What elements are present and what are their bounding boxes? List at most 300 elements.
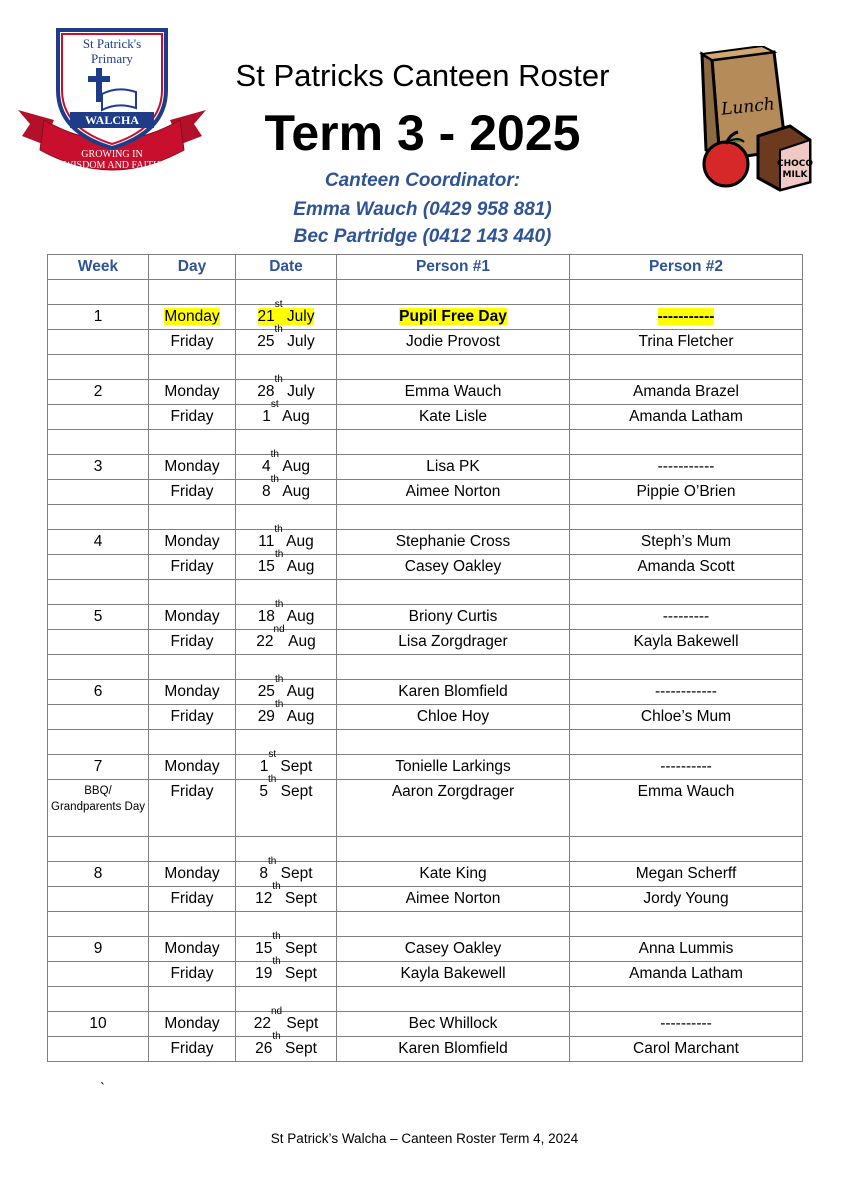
week-cell xyxy=(48,680,149,705)
empty-cell xyxy=(149,505,236,530)
date-sup: th xyxy=(274,324,283,335)
date-sup: th xyxy=(272,1031,281,1042)
empty-cell xyxy=(236,730,337,755)
week-cell-text: 3 xyxy=(93,458,103,475)
person-1-cell xyxy=(337,330,570,355)
empty-cell xyxy=(337,655,570,680)
day-cell-text: Friday xyxy=(170,558,214,575)
table-row xyxy=(48,555,803,580)
empty-cell xyxy=(149,430,236,455)
person-1-cell xyxy=(337,1037,570,1062)
date-cell xyxy=(236,856,337,887)
date-cell xyxy=(236,299,337,330)
person-2-cell-text: Carol Marchant xyxy=(633,1040,739,1057)
person-1-cell xyxy=(337,705,570,730)
week-cell xyxy=(48,937,149,962)
person-2-cell-text: ---------- xyxy=(660,758,712,775)
stray-mark: ` xyxy=(100,1080,105,1097)
person-1-cell-text: Aimee Norton xyxy=(405,483,501,500)
empty-cell xyxy=(236,430,337,455)
person-1-cell-text: Chloe Hoy xyxy=(416,708,490,725)
date-cell xyxy=(236,1006,337,1037)
empty-cell xyxy=(337,730,570,755)
date-num: 22 xyxy=(256,633,274,650)
person-1-cell xyxy=(337,962,570,987)
date-num: 25 xyxy=(257,333,275,350)
week-cell xyxy=(48,1037,149,1062)
person-1-cell xyxy=(337,1012,570,1037)
person-2-cell xyxy=(570,380,803,405)
date-rest: Sept xyxy=(282,1015,319,1032)
person-1-cell-text: Casey Oakley xyxy=(404,940,502,957)
person-1-cell-text: Emma Wauch xyxy=(404,383,502,400)
roster-body xyxy=(48,280,803,1062)
person-2-cell-text: Amanda Brazel xyxy=(633,383,739,400)
person-2-cell-text: Megan Scherff xyxy=(635,865,737,882)
table-row xyxy=(48,1012,803,1037)
header-date: Date xyxy=(236,255,337,280)
table-row xyxy=(48,305,803,330)
person-1-cell xyxy=(337,780,570,837)
spacer-row xyxy=(48,987,803,1012)
person-1-cell xyxy=(337,480,570,505)
date-rest: Sept xyxy=(276,865,313,882)
school-crest-logo xyxy=(14,24,210,180)
date-text xyxy=(259,749,313,775)
table-row xyxy=(48,630,803,655)
empty-cell xyxy=(236,580,337,605)
date-sup: th xyxy=(272,881,281,892)
week-cell xyxy=(48,630,149,655)
person-1-cell xyxy=(337,680,570,705)
empty-cell xyxy=(337,280,570,305)
date-rest: Sept xyxy=(280,890,317,907)
roster-title: St Patricks Canteen Roster xyxy=(235,58,610,93)
empty-cell xyxy=(236,912,337,937)
day-cell xyxy=(149,555,236,580)
person-2-cell xyxy=(570,755,803,780)
date-num: 5 xyxy=(259,783,269,800)
day-cell xyxy=(149,530,236,555)
week-cell-text: 7 xyxy=(93,758,103,775)
date-cell xyxy=(236,624,337,655)
date-sup: th xyxy=(274,699,284,710)
header-person-2: Person #2 xyxy=(570,255,803,280)
table-row xyxy=(48,780,803,837)
person-2-cell xyxy=(570,480,803,505)
date-sup: th xyxy=(274,674,284,685)
table-row xyxy=(48,755,803,780)
header-day: Day xyxy=(149,255,236,280)
date-cell xyxy=(236,399,337,430)
date-rest: July xyxy=(282,333,315,350)
person-1-cell xyxy=(337,630,570,655)
day-cell-text: Friday xyxy=(170,783,214,800)
day-cell-text: Monday xyxy=(164,940,220,957)
empty-cell xyxy=(236,355,337,380)
date-text xyxy=(259,856,313,882)
empty-cell xyxy=(570,580,803,605)
person-2-cell-text: Chloe’s Mum xyxy=(640,708,732,725)
empty-cell xyxy=(337,580,570,605)
spacer-row xyxy=(48,505,803,530)
date-cell xyxy=(236,774,337,837)
milk-carton-label-2: MILK xyxy=(782,170,808,180)
date-rest: Sept xyxy=(276,758,313,775)
person-2-cell xyxy=(570,455,803,480)
date-rest: Sept xyxy=(280,965,317,982)
date-text xyxy=(262,399,310,425)
date-sup: st xyxy=(270,399,279,410)
person-1-cell-text: Karen Blomfield xyxy=(398,1040,508,1057)
date-text xyxy=(262,474,310,500)
person-2-cell xyxy=(570,330,803,355)
person-1-cell-text: Casey Oakley xyxy=(404,558,502,575)
person-2-cell-text: Amanda Scott xyxy=(637,558,735,575)
empty-cell xyxy=(236,987,337,1012)
person-2-cell-text: ----------- xyxy=(657,308,715,325)
person-2-cell xyxy=(570,780,803,837)
person-2-cell-text: ----------- xyxy=(657,458,715,475)
day-cell-text: Monday xyxy=(164,308,220,325)
day-cell-text: Friday xyxy=(170,333,214,350)
empty-cell xyxy=(48,655,149,680)
date-cell xyxy=(236,474,337,505)
week-cell xyxy=(48,705,149,730)
person-1-cell-text: Kayla Bakewell xyxy=(400,965,506,982)
date-cell xyxy=(236,599,337,630)
table-row xyxy=(48,530,803,555)
date-sup: th xyxy=(270,449,279,460)
date-cell xyxy=(236,549,337,580)
date-text xyxy=(253,1006,319,1032)
day-cell xyxy=(149,780,236,837)
person-2-cell-text: ------------ xyxy=(655,683,717,700)
person-1-cell-text: Pupil Free Day xyxy=(399,308,507,325)
logo-line-1: St Patrick's xyxy=(82,36,142,51)
date-sup: th xyxy=(272,956,281,967)
date-rest: Aug xyxy=(283,608,315,625)
date-num: 19 xyxy=(255,965,273,982)
day-cell xyxy=(149,1012,236,1037)
day-cell xyxy=(149,1037,236,1062)
spacer-row xyxy=(48,355,803,380)
person-1-cell xyxy=(337,305,570,330)
empty-cell xyxy=(48,430,149,455)
day-cell-text: Friday xyxy=(170,965,214,982)
date-rest: Aug xyxy=(283,683,315,700)
spacer-row xyxy=(48,730,803,755)
date-rest: Aug xyxy=(283,708,315,725)
person-2-cell xyxy=(570,555,803,580)
table-row xyxy=(48,380,803,405)
empty-cell xyxy=(48,912,149,937)
week-cell-text: 8 xyxy=(93,865,103,882)
person-1-cell-text: Lisa Zorgdrager xyxy=(398,633,508,650)
person-2-cell xyxy=(570,680,803,705)
person-1-cell xyxy=(337,405,570,430)
day-cell xyxy=(149,937,236,962)
person-2-cell-text: Amanda Latham xyxy=(629,965,743,982)
day-cell-text: Friday xyxy=(170,890,214,907)
date-sup: st xyxy=(268,749,277,760)
date-sup: nd xyxy=(273,624,285,635)
date-cell xyxy=(236,931,337,962)
empty-cell xyxy=(149,987,236,1012)
day-cell xyxy=(149,605,236,630)
person-2-cell-text: Jordy Young xyxy=(643,890,729,907)
person-1-cell-text: Jodie Provost xyxy=(406,333,500,350)
table-row xyxy=(48,887,803,912)
logo-line-2: Primary xyxy=(91,51,133,66)
logo-line-3: WALCHA xyxy=(84,113,140,127)
date-rest: Aug xyxy=(284,633,316,650)
person-1-cell xyxy=(337,605,570,630)
date-cell xyxy=(236,674,337,705)
spacer-row xyxy=(48,655,803,680)
day-cell xyxy=(149,962,236,987)
date-text xyxy=(255,881,317,907)
date-cell xyxy=(236,1031,337,1062)
day-cell xyxy=(149,887,236,912)
empty-cell xyxy=(236,655,337,680)
empty-cell xyxy=(48,505,149,530)
empty-cell xyxy=(149,730,236,755)
day-cell xyxy=(149,380,236,405)
empty-cell xyxy=(337,355,570,380)
date-sup: th xyxy=(274,524,283,535)
date-num: 28 xyxy=(257,383,275,400)
empty-cell xyxy=(48,837,149,862)
person-1-cell-text: Tonielle Larkings xyxy=(395,758,511,775)
empty-cell xyxy=(337,912,570,937)
date-rest: Aug xyxy=(278,483,310,500)
person-1-cell-text: Aimee Norton xyxy=(405,890,501,907)
date-num: 8 xyxy=(259,865,269,882)
empty-cell xyxy=(570,730,803,755)
date-rest: Sept xyxy=(276,783,313,800)
table-row xyxy=(48,405,803,430)
term-heading: Term 3 - 2025 xyxy=(264,105,581,161)
person-2-cell xyxy=(570,705,803,730)
person-2-cell xyxy=(570,962,803,987)
week-cell xyxy=(48,862,149,887)
person-1-cell-text: Karen Blomfield xyxy=(398,683,508,700)
header-week: Week xyxy=(48,255,149,280)
week-cell xyxy=(48,455,149,480)
table-row xyxy=(48,862,803,887)
person-2-cell xyxy=(570,630,803,655)
date-sup: th xyxy=(274,374,283,385)
date-num: 18 xyxy=(257,608,275,625)
date-rest: Aug xyxy=(282,533,314,550)
date-cell xyxy=(236,749,337,780)
person-1-cell xyxy=(337,455,570,480)
empty-cell xyxy=(48,730,149,755)
person-2-cell-text: Pippie O’Brien xyxy=(636,483,736,500)
person-1-cell-text: Kate Lisle xyxy=(418,408,488,425)
date-num: 12 xyxy=(255,890,273,907)
person-2-cell-text: Amanda Latham xyxy=(629,408,743,425)
table-row xyxy=(48,937,803,962)
empty-cell xyxy=(570,987,803,1012)
person-2-cell-text: Steph’s Mum xyxy=(640,533,732,550)
lunch-bag-label: Lunch xyxy=(720,94,776,120)
person-1-cell-text: Briony Curtis xyxy=(408,608,498,625)
person-1-cell-text: Stephanie Cross xyxy=(395,533,511,550)
day-cell xyxy=(149,330,236,355)
date-text xyxy=(255,956,317,982)
table-row xyxy=(48,605,803,630)
week-cell xyxy=(48,305,149,330)
day-cell-text: Monday xyxy=(164,458,220,475)
logo-motto-2: WISDOM AND FAITH xyxy=(63,160,161,171)
day-cell-text: Friday xyxy=(170,483,214,500)
week-cell xyxy=(48,755,149,780)
person-2-cell xyxy=(570,1037,803,1062)
empty-cell xyxy=(48,580,149,605)
empty-cell xyxy=(570,505,803,530)
day-cell-text: Friday xyxy=(170,1040,214,1057)
week-cell xyxy=(48,605,149,630)
date-cell xyxy=(236,324,337,355)
person-2-cell-text: Kayla Bakewell xyxy=(633,633,739,650)
date-cell xyxy=(236,699,337,730)
date-cell xyxy=(236,449,337,480)
date-sup: th xyxy=(274,549,284,560)
date-num: 1 xyxy=(262,408,271,425)
week-cell xyxy=(48,530,149,555)
person-1-cell xyxy=(337,887,570,912)
spacer-row xyxy=(48,912,803,937)
person-2-cell-text: Trina Fletcher xyxy=(638,333,734,350)
week-cell xyxy=(48,330,149,355)
person-1-cell xyxy=(337,862,570,887)
page-footer: St Patrick’s Walcha – Canteen Roster Term 4, 2024 xyxy=(270,1131,579,1146)
person-2-cell xyxy=(570,305,803,330)
table-row xyxy=(48,705,803,730)
table-row xyxy=(48,455,803,480)
empty-cell xyxy=(48,355,149,380)
date-text xyxy=(257,374,315,400)
date-rest: Sept xyxy=(280,1040,317,1057)
date-sup: nd xyxy=(270,1006,283,1017)
date-text xyxy=(259,774,313,800)
empty-cell xyxy=(337,430,570,455)
apple-icon xyxy=(704,142,748,186)
coordinator-1: Emma Wauch (0429 958 881) xyxy=(293,199,552,220)
person-2-cell-text: ---------- xyxy=(660,1015,712,1032)
day-cell-text: Monday xyxy=(164,1015,220,1032)
empty-cell xyxy=(570,837,803,862)
empty-cell xyxy=(149,580,236,605)
date-rest: Aug xyxy=(278,458,310,475)
date-num: 15 xyxy=(257,558,275,575)
date-num: 4 xyxy=(262,458,271,475)
date-rest: Aug xyxy=(278,408,310,425)
date-num: 26 xyxy=(255,1040,273,1057)
person-2-cell xyxy=(570,405,803,430)
table-row xyxy=(48,680,803,705)
date-cell xyxy=(236,956,337,987)
empty-cell xyxy=(48,280,149,305)
table-row xyxy=(48,330,803,355)
date-text xyxy=(255,931,317,957)
week-cell-text: 10 xyxy=(89,1015,107,1032)
day-cell-text: Friday xyxy=(170,708,214,725)
date-rest: July xyxy=(282,383,315,400)
date-sup: th xyxy=(272,931,281,942)
day-cell-text: Monday xyxy=(164,683,220,700)
date-cell xyxy=(236,374,337,405)
week-cell xyxy=(48,380,149,405)
date-text xyxy=(257,299,315,325)
table-row xyxy=(48,962,803,987)
day-cell xyxy=(149,680,236,705)
week-cell xyxy=(48,1012,149,1037)
person-2-cell-text: Emma Wauch xyxy=(637,783,735,800)
date-cell xyxy=(236,524,337,555)
empty-cell xyxy=(337,505,570,530)
day-cell-text: Monday xyxy=(164,608,220,625)
day-cell xyxy=(149,630,236,655)
person-1-cell-text: Lisa PK xyxy=(426,458,480,475)
date-text xyxy=(257,599,315,625)
person-2-cell xyxy=(570,605,803,630)
week-cell-text: 9 xyxy=(93,940,103,957)
day-cell-text: Monday xyxy=(164,758,220,775)
date-rest: Sept xyxy=(280,940,317,957)
week-cell-text: BBQ/ Grandparents Day xyxy=(51,785,145,813)
header-person-1: Person #1 xyxy=(337,255,570,280)
date-text xyxy=(257,674,315,700)
logo-motto-1: GROWING IN xyxy=(81,149,143,160)
empty-cell xyxy=(337,837,570,862)
date-num: 15 xyxy=(255,940,273,957)
week-cell xyxy=(48,405,149,430)
person-2-cell xyxy=(570,887,803,912)
date-text xyxy=(257,549,315,575)
date-sup: st xyxy=(274,299,283,310)
date-sup: th xyxy=(268,774,277,785)
week-cell xyxy=(48,962,149,987)
person-2-cell-text: --------- xyxy=(662,608,710,625)
empty-cell xyxy=(570,655,803,680)
week-cell xyxy=(48,887,149,912)
day-cell xyxy=(149,862,236,887)
person-2-cell xyxy=(570,1012,803,1037)
date-num: 29 xyxy=(257,708,275,725)
spacer-row xyxy=(48,280,803,305)
person-1-cell xyxy=(337,530,570,555)
day-cell xyxy=(149,305,236,330)
table-row xyxy=(48,1037,803,1062)
coordinator-label: Canteen Coordinator: xyxy=(324,170,521,191)
empty-cell xyxy=(149,912,236,937)
empty-cell xyxy=(149,655,236,680)
day-cell xyxy=(149,480,236,505)
date-sup: th xyxy=(274,599,284,610)
day-cell-text: Monday xyxy=(164,383,220,400)
date-text xyxy=(257,699,315,725)
person-1-cell xyxy=(337,380,570,405)
week-cell-text: 6 xyxy=(93,683,103,700)
milk-carton-label-1: CHOCO xyxy=(776,159,814,169)
empty-cell xyxy=(570,280,803,305)
spacer-row xyxy=(48,837,803,862)
date-text xyxy=(255,1031,317,1057)
person-1-cell xyxy=(337,755,570,780)
